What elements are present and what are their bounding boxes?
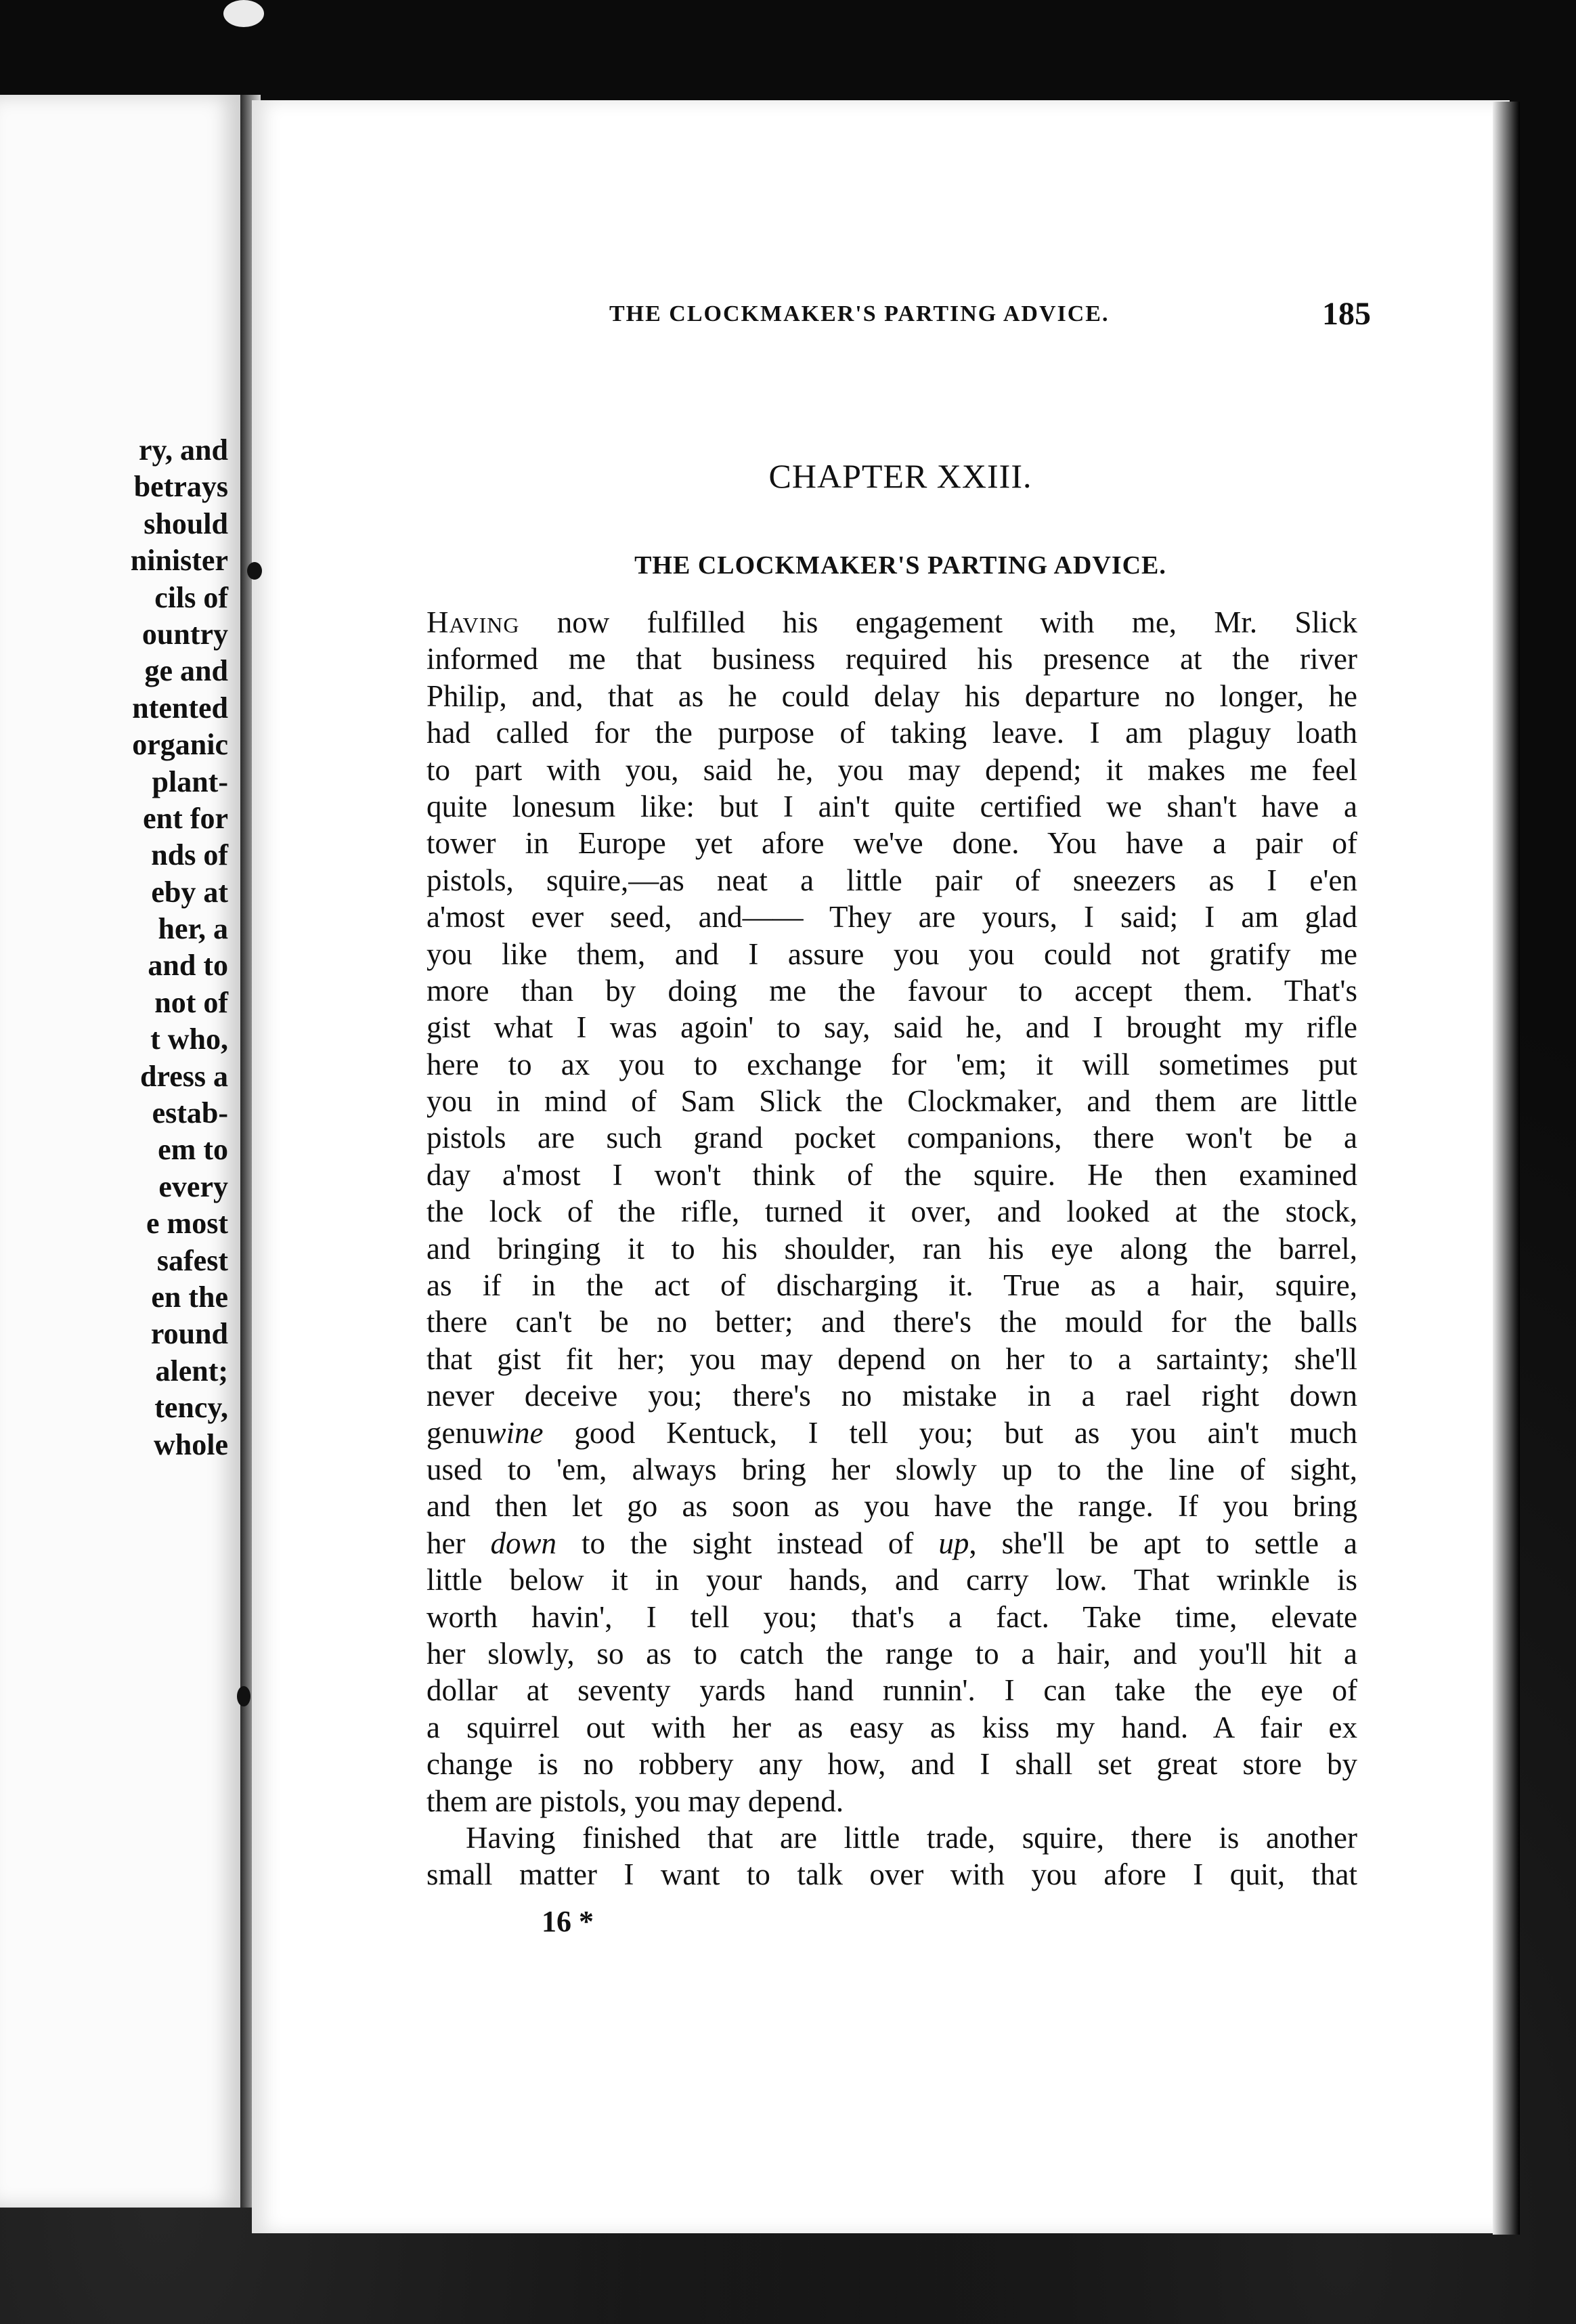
- page-edge: [1493, 102, 1520, 2235]
- ink-blot: [247, 562, 262, 580]
- body-line: used to 'em, always bring her slowly up to the line of sight,: [426, 1452, 1357, 1486]
- left-page-line: ent for: [143, 801, 228, 835]
- body-line: you like them, and I assure you you could not gratify me: [426, 937, 1357, 971]
- body-line: her slowly, so as to catch the range to a hair, and you'll hit a: [426, 1636, 1357, 1671]
- body-line: more than by doing me the favour to accept them. That's: [426, 973, 1357, 1008]
- signature-mark: 16 *: [542, 1905, 594, 1938]
- left-page-line: ninister: [130, 544, 228, 578]
- body-line: you in mind of Sam Slick the Clockmaker, and them are little: [426, 1084, 1357, 1119]
- chapter-number: CHAPTER XXIII.: [768, 457, 1032, 495]
- body-line: pistols, squire,—as neat a little pair of sneezers as I e'en: [426, 863, 1357, 897]
- left-page-line: tency,: [154, 1391, 228, 1425]
- left-page-line: ountry: [141, 617, 228, 651]
- body-line: that gist fit her; you may depend on her to a sartainty; she'll: [426, 1341, 1357, 1376]
- body-line: change is no robbery any how, and I shall set great store by: [426, 1747, 1357, 1782]
- left-page-line: and to: [148, 949, 228, 983]
- left-page-line: dress a: [140, 1059, 228, 1093]
- body-line: small matter I want to talk over with you afore I quit, that: [426, 1857, 1357, 1892]
- body-line: here to ax you to exchange for 'em; it will sometimes put: [426, 1047, 1357, 1081]
- left-page-line: betrays: [133, 470, 228, 504]
- left-page-line: em to: [158, 1133, 228, 1167]
- left-page-line: not of: [154, 985, 228, 1019]
- body-text: [426, 604, 1357, 1893]
- body-line: had called for the purpose of taking leave. I am plaguy loath: [426, 716, 1357, 750]
- body-line: worth havin', I tell you; that's a fact. Take time, elevate: [426, 1599, 1357, 1634]
- running-head-title: THE CLOCKMAKER'S PARTING ADVICE.: [609, 301, 1110, 326]
- body-line: them are pistols, you may depend.: [426, 1784, 844, 1818]
- body-line: and then let go as soon as you have the range. If you bring: [426, 1489, 1357, 1524]
- chapter-title: THE CLOCKMAKER'S PARTING ADVICE.: [634, 551, 1166, 580]
- page-number: 185: [1322, 296, 1371, 332]
- body-line: Having finished that are little trade, squire, there is another: [466, 1820, 1357, 1855]
- body-line: informed me that business required his presence at the river: [426, 642, 1357, 676]
- italic-emphasis: up: [938, 1526, 969, 1560]
- italic-emphasis: down: [490, 1526, 556, 1560]
- body-line: and bringing it to his shoulder, ran his eye along the barrel,: [426, 1231, 1357, 1266]
- left-page-line: her, a: [158, 912, 228, 946]
- body-line: a'most ever seed, and—— They are yours, I said; I am glad: [426, 900, 1357, 934]
- body-line: pistols are such grand pocket companions, there won't be a: [426, 1121, 1357, 1155]
- left-page-line: ry, and: [138, 433, 228, 467]
- body-line: her down to the sight instead of up, she'll be apt to settle a: [426, 1526, 1357, 1560]
- left-page-line: whole: [154, 1427, 228, 1461]
- body-line: the lock of the rifle, turned it over, and looked at the stock,: [426, 1195, 1357, 1229]
- left-page-line: eby at: [151, 875, 228, 909]
- left-page-line-endings: [131, 432, 228, 1463]
- body-line: a squirrel out with her as easy as kiss my hand. A fair ex: [426, 1710, 1357, 1744]
- left-page-line: plant-: [152, 765, 228, 798]
- body-line: little below it in your hands, and carry low. That wrinkle is: [426, 1563, 1357, 1597]
- body-line: gist what I was agoin' to say, said he, and I brought my rifle: [426, 1010, 1357, 1045]
- left-page-line: should: [144, 507, 228, 540]
- left-page-line: every: [158, 1169, 228, 1203]
- italic-emphasis: wine: [485, 1415, 544, 1450]
- body-line: dollar at seventy yards hand runnin'. I can take the eye of: [426, 1673, 1357, 1708]
- body-line: as if in the act of discharging it. True as a hair, squire,: [426, 1268, 1357, 1303]
- body-line: genuwine good Kentuck, I tell you; but as you ain't much: [426, 1415, 1357, 1450]
- left-page-line: estab-: [152, 1096, 228, 1130]
- body-line: to part with you, said he, you may depend; it makes me feel: [426, 752, 1357, 787]
- left-page-line: ge and: [144, 654, 228, 688]
- left-page-line: en the: [151, 1280, 228, 1314]
- left-page-line: ntented: [132, 691, 228, 725]
- running-head: [609, 294, 1371, 335]
- body-line: tower in Europe yet afore we've done. You have a pair of: [426, 826, 1357, 861]
- left-page-line: nds of: [151, 838, 228, 872]
- left-page-line: e most: [146, 1207, 228, 1241]
- scan-speck: [223, 0, 264, 27]
- body-line: Having now fulfilled his engagement with me, Mr. Slick: [426, 605, 1357, 639]
- left-page-line: safest: [156, 1243, 228, 1277]
- left-page-line: cils of: [154, 580, 228, 614]
- drop-word: Having: [426, 605, 520, 639]
- left-page-line: t who,: [150, 1023, 228, 1056]
- left-page-line: round: [150, 1317, 228, 1351]
- left-page: [0, 95, 244, 2208]
- body-line: day a'most I won't think of the squire. He then examined: [426, 1157, 1357, 1192]
- body-line: quite lonesum like: but I ain't quite certified we shan't have a: [426, 789, 1357, 823]
- left-page-line: alent;: [155, 1354, 228, 1387]
- body-line: Philip, and, that as he could delay his departure no longer, he: [426, 679, 1357, 713]
- ink-blot: [237, 1686, 250, 1706]
- body-line: never deceive you; there's no mistake in a rael right down: [426, 1379, 1357, 1413]
- left-page-line: organic: [132, 728, 228, 762]
- body-line: there can't be no better; and there's the mould for the balls: [426, 1305, 1357, 1339]
